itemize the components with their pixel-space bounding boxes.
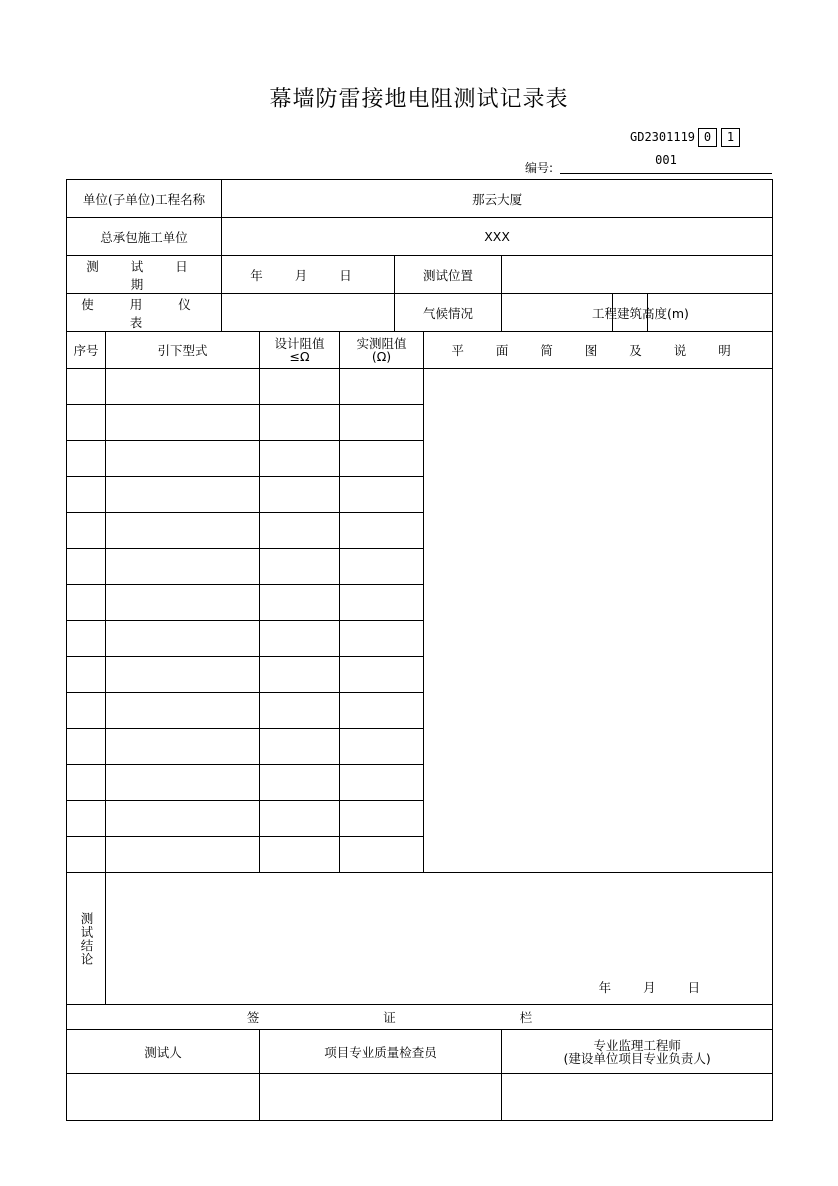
signature-heading: 签 证 栏 xyxy=(67,1005,773,1030)
cell-type[interactable] xyxy=(106,369,260,405)
col-header-actual-line2: (Ω) xyxy=(371,349,392,364)
conclusion-row xyxy=(67,873,773,1005)
plan-sketch-area[interactable] xyxy=(424,369,773,873)
cell-seq[interactable] xyxy=(67,549,106,585)
cell-design[interactable] xyxy=(260,621,340,657)
project-name-label: 单位(子单位)工程名称 xyxy=(67,180,222,218)
cell-design[interactable] xyxy=(260,477,340,513)
test-date-value[interactable]: 年 月 日 xyxy=(222,256,395,294)
cell-design[interactable] xyxy=(260,369,340,405)
cell-actual[interactable] xyxy=(340,801,424,837)
project-name-value[interactable]: 那云大厦 xyxy=(222,180,773,218)
cell-actual[interactable] xyxy=(340,477,424,513)
quality-inspector-label: 项目专业质量检查员 xyxy=(260,1030,502,1074)
date-row xyxy=(67,256,773,294)
cell-type[interactable] xyxy=(106,729,260,765)
cell-actual[interactable] xyxy=(340,621,424,657)
cell-design[interactable] xyxy=(260,513,340,549)
cell-seq[interactable] xyxy=(67,513,106,549)
serial-underline xyxy=(560,173,772,174)
signature-value-row xyxy=(67,1074,773,1121)
form-code-prefix: GD2301119 xyxy=(630,130,696,144)
cell-design[interactable] xyxy=(260,693,340,729)
serial-value[interactable]: 001 xyxy=(655,153,677,167)
col-header-plan: 平 面 简 图 及 说 明 xyxy=(424,332,773,369)
cell-design[interactable] xyxy=(260,549,340,585)
quality-inspector-signature[interactable] xyxy=(260,1074,502,1121)
form-code-box-2[interactable]: 1 xyxy=(721,128,740,147)
cell-actual[interactable] xyxy=(340,369,424,405)
building-height-label-text: 工程建筑高度(m) xyxy=(592,306,689,321)
conclusion-label: 测试结论 xyxy=(67,873,106,1005)
contractor-row xyxy=(67,218,773,256)
col-header-type: 引下型式 xyxy=(106,332,260,369)
cell-type[interactable] xyxy=(106,621,260,657)
cell-actual[interactable] xyxy=(340,405,424,441)
cell-seq[interactable] xyxy=(67,837,106,873)
supervisor-signature[interactable] xyxy=(502,1074,773,1121)
cell-seq[interactable] xyxy=(67,801,106,837)
signature-heading-row xyxy=(67,1005,773,1030)
test-location-value[interactable] xyxy=(502,256,773,294)
cell-seq[interactable] xyxy=(67,657,106,693)
cell-seq[interactable] xyxy=(67,765,106,801)
cell-seq[interactable] xyxy=(67,405,106,441)
signature-label-row xyxy=(67,1030,773,1074)
conclusion-date[interactable]: 年 月 日 xyxy=(598,980,715,995)
instrument-label: 使 用 仪 表 xyxy=(67,294,222,332)
cell-design[interactable] xyxy=(260,837,340,873)
cell-design[interactable] xyxy=(260,765,340,801)
conclusion-value[interactable] xyxy=(106,873,773,1005)
cell-seq[interactable] xyxy=(67,693,106,729)
form-code-box-1[interactable]: 0 xyxy=(698,128,717,147)
tester-signature[interactable] xyxy=(67,1074,260,1121)
cell-type[interactable] xyxy=(106,405,260,441)
col-header-design-line2: ≤Ω xyxy=(289,349,310,364)
cell-actual[interactable] xyxy=(340,513,424,549)
column-header-row xyxy=(67,332,773,369)
serial-label: 编号: xyxy=(525,161,554,175)
supervisor-label-line2: (建设单位项目专业负责人) xyxy=(563,1050,711,1066)
col-header-design-line1: 设计阻值 xyxy=(274,336,325,351)
cell-type[interactable] xyxy=(106,801,260,837)
cell-actual[interactable] xyxy=(340,585,424,621)
cell-type[interactable] xyxy=(106,477,260,513)
col-header-design xyxy=(260,332,340,369)
cell-design[interactable] xyxy=(260,801,340,837)
supervisor-label xyxy=(502,1030,773,1074)
table-row xyxy=(67,369,773,405)
cell-design[interactable] xyxy=(260,441,340,477)
cell-seq[interactable] xyxy=(67,369,106,405)
form-code xyxy=(630,127,740,147)
instrument-value[interactable] xyxy=(222,294,395,332)
cell-actual[interactable] xyxy=(340,657,424,693)
project-row xyxy=(67,180,773,218)
col-header-seq: 序号 xyxy=(67,332,106,369)
cell-type[interactable] xyxy=(106,513,260,549)
col-header-actual xyxy=(340,332,424,369)
page-title: 幕墙防雷接地电阻测试记录表 xyxy=(269,87,569,112)
cell-actual[interactable] xyxy=(340,693,424,729)
cell-design[interactable] xyxy=(260,729,340,765)
cell-type[interactable] xyxy=(106,549,260,585)
cell-type[interactable] xyxy=(106,837,260,873)
cell-actual[interactable] xyxy=(340,729,424,765)
cell-actual[interactable] xyxy=(340,765,424,801)
cell-actual[interactable] xyxy=(340,441,424,477)
cell-type[interactable] xyxy=(106,585,260,621)
test-location-label: 测试位置 xyxy=(395,256,502,294)
cell-seq[interactable] xyxy=(67,477,106,513)
cell-seq[interactable] xyxy=(67,621,106,657)
cell-type[interactable] xyxy=(106,765,260,801)
cell-type[interactable] xyxy=(106,441,260,477)
test-date-label: 测 试 日 期 xyxy=(67,256,222,294)
cell-type[interactable] xyxy=(106,693,260,729)
contractor-label: 总承包施工单位 xyxy=(67,218,222,256)
weather-label: 气候情况 xyxy=(395,294,502,332)
cell-actual[interactable] xyxy=(340,549,424,585)
tester-label: 测试人 xyxy=(67,1030,260,1074)
cell-design[interactable] xyxy=(260,585,340,621)
cell-seq[interactable] xyxy=(67,729,106,765)
cell-seq[interactable] xyxy=(67,441,106,477)
cell-design[interactable] xyxy=(260,405,340,441)
cell-seq[interactable] xyxy=(67,585,106,621)
contractor-value[interactable]: XXX xyxy=(222,218,773,256)
cell-design[interactable] xyxy=(260,657,340,693)
supervisor-label-line1: 专业监理工程师 xyxy=(593,1037,681,1053)
col-header-actual-line1: 实测阻值 xyxy=(356,336,407,351)
cell-actual[interactable] xyxy=(340,837,424,873)
cell-type[interactable] xyxy=(106,657,260,693)
